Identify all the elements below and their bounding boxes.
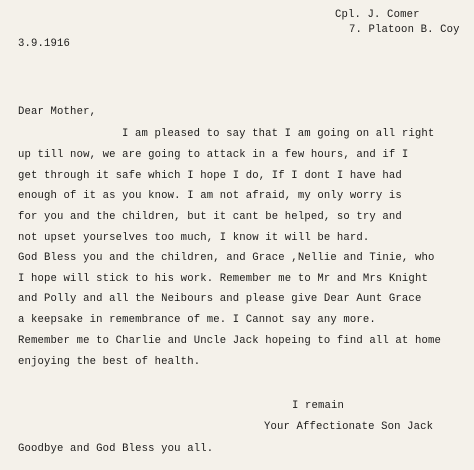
sender-unit: 7. Platoon B. Coy	[349, 24, 460, 36]
body-line-8: I hope will stick to his work. Remember me to Mr and Mrs Knight	[18, 273, 428, 285]
body-line-11: Remember me to Charlie and Uncle Jack hopeing to find all at home	[18, 335, 441, 347]
body-line-6: not upset yourselves too much, I know it will be hard.	[18, 232, 370, 244]
body-line-1: I am pleased to say that I am going on all right	[122, 128, 435, 140]
body-line-9: and Polly and all the Neibours and please give Dear Aunt Grace	[18, 293, 422, 305]
body-line-10: a keepsake in remembrance of me. I Cannot say any more.	[18, 314, 376, 326]
closing-remain: I remain	[292, 400, 345, 412]
body-line-12: enjoying the best of health.	[18, 356, 201, 368]
body-line-7: God Bless you and the children, and Grace ,Nellie and Tinie, who	[18, 252, 435, 264]
sender-rank-name: Cpl. J. Comer	[335, 9, 420, 21]
postscript: Goodbye and God Bless you all.	[18, 443, 214, 455]
body-line-3: get through it safe which I hope I do, If I dont I have had	[18, 170, 402, 182]
salutation: Dear Mother,	[18, 106, 97, 118]
body-line-5: for you and the children, but it cant be helped, so try and	[18, 211, 402, 223]
body-line-2: up till now, we are going to attack in a few hours, and if I	[18, 149, 409, 161]
body-line-4: enough of it as you know. I am not afraid, my only worry is	[18, 190, 402, 202]
letter-date: 3.9.1916	[18, 38, 71, 50]
closing-signature: Your Affectionate Son Jack	[264, 421, 434, 433]
